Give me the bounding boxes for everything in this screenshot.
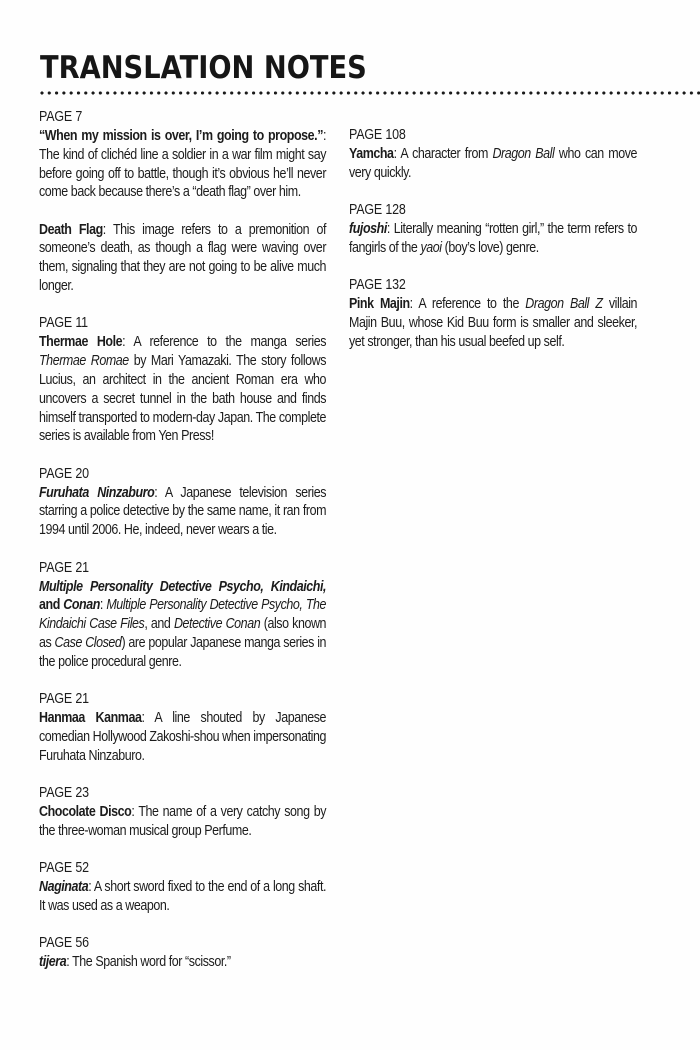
note-term: Hanmaa Kanmaa [39,710,142,727]
page-reference: PAGE 23 [39,784,89,801]
translation-note [39,784,326,841]
translation-note [39,465,326,540]
page-reference: PAGE 108 [349,127,406,143]
note-term: Pink Majin [349,296,410,313]
page-reference: PAGE 128 [349,202,406,219]
italic-title: Detective Conan [173,616,261,633]
note-term: Conan [63,597,100,614]
note-body [349,145,637,183]
note-text: : A character from [393,146,493,162]
note-body [39,953,326,972]
page-reference: PAGE 132 [349,277,406,294]
note-term: Yamcha [349,146,394,162]
note-term: tijera [39,954,67,971]
note-text: by Mari Yamazaki. The story follows Lucius, an architect in the ancient Roman era who uncovers a secret tunnel in the bath house and finds himself transported to modern-day Japan. The complete series is available from Yen Press! [39,353,327,445]
translation-note [39,559,326,672]
translation-note [349,126,637,183]
notes-column-right [349,126,637,370]
note-term: Furuhata Ninzaburo [39,484,155,501]
italic-title: yaoi [420,239,442,256]
translation-note [39,314,326,446]
page-reference: PAGE 11 [39,315,88,332]
note-text: : The Spanish word for “scissor.” [66,954,231,971]
note-body [39,803,326,841]
note-body [39,484,326,540]
note-term-connector: and [39,597,64,614]
note-text: : Literally meaning “rotten girl,” the term refers to fangirls of the [349,221,638,256]
translation-note [349,201,637,258]
note-text: : A reference to the manga series [122,334,327,351]
note-text: : A reference to the [409,296,526,313]
note-text: : A line shouted by Japanese comedian Hollywood Zakoshi-shou when impersonating Furuhata Ninzaburo. [39,710,327,764]
translation-note [349,276,637,351]
note-term: Thermae Hole [39,334,123,351]
italic-title: Case Closed [54,634,122,651]
note-text: : [99,597,107,614]
translation-note [39,859,326,916]
note-text: : A Japanese television series starring a police detective by the same name, it ran from 1994 until 2006. He, indeed, never wears a tie. [39,484,327,539]
translation-note [39,690,326,765]
page-reference: PAGE 21 [39,559,89,576]
note-body [39,578,326,672]
note-body [349,220,637,258]
note-term: fujoshi [349,221,387,238]
note-text: : The name of a very catchy song by the three-woman musical group Perfume. [39,803,327,839]
note-text: : The kind of clichéd line a soldier in a war film might say before going off to battle, though it’s obvious he’ll never come back because there’s a “death flag” over him. [39,128,327,201]
note-text: : A short sword fixed to the end of a long shaft. It was used as a weapon. [39,879,327,914]
dotted-divider [40,91,700,95]
note-body [39,709,326,765]
page-title: TRANSLATION NOTES [40,50,367,86]
note-body [349,295,637,351]
translation-note [39,108,326,202]
note-term: Death Flag [39,221,103,238]
note-text: (boy’s love) genre. [441,239,539,256]
note-text: , and [144,616,174,633]
notes-column-left [39,108,326,990]
note-term: Chocolate Disco [39,803,132,820]
note-text: who can move very quickly. [349,146,638,181]
page-reference: PAGE 7 [39,109,83,125]
italic-title: Dragon Ball Z [525,296,603,313]
note-text: ) are popular Japanese manga series in the police procedural genre. [39,634,327,670]
translation-note [39,934,326,972]
note-body [39,878,326,916]
note-term: Naginata [39,879,89,896]
italic-title: Thermae Romae [39,353,129,370]
note-text: (also known as [39,616,327,651]
page-reference: PAGE 52 [39,860,89,877]
page-reference: PAGE 21 [39,691,89,708]
note-body [39,127,326,202]
page-reference: PAGE 56 [39,935,89,952]
italic-title: Multiple Personality Detective Psycho, The Kindaichi Case Files [39,597,327,633]
note-body [39,221,326,296]
note-text: villain Majin Buu, whose Kid Buu form is smaller and sleeker, yet stronger, than his usual beefed up self. [349,296,638,350]
note-text: : This image refers to a premonition of someone’s death, as though a flag were waving over them, signaling that they are not going to be alive much longer. [39,221,327,295]
page-reference: PAGE 20 [39,465,89,482]
note-term: “When my mission is over, I’m going to propose.” [39,128,324,144]
note-body [39,333,326,446]
italic-title: Dragon Ball [492,146,555,162]
translation-note [39,221,326,296]
note-term: Multiple Personality Detective Psycho, Kindaichi, [39,578,327,595]
